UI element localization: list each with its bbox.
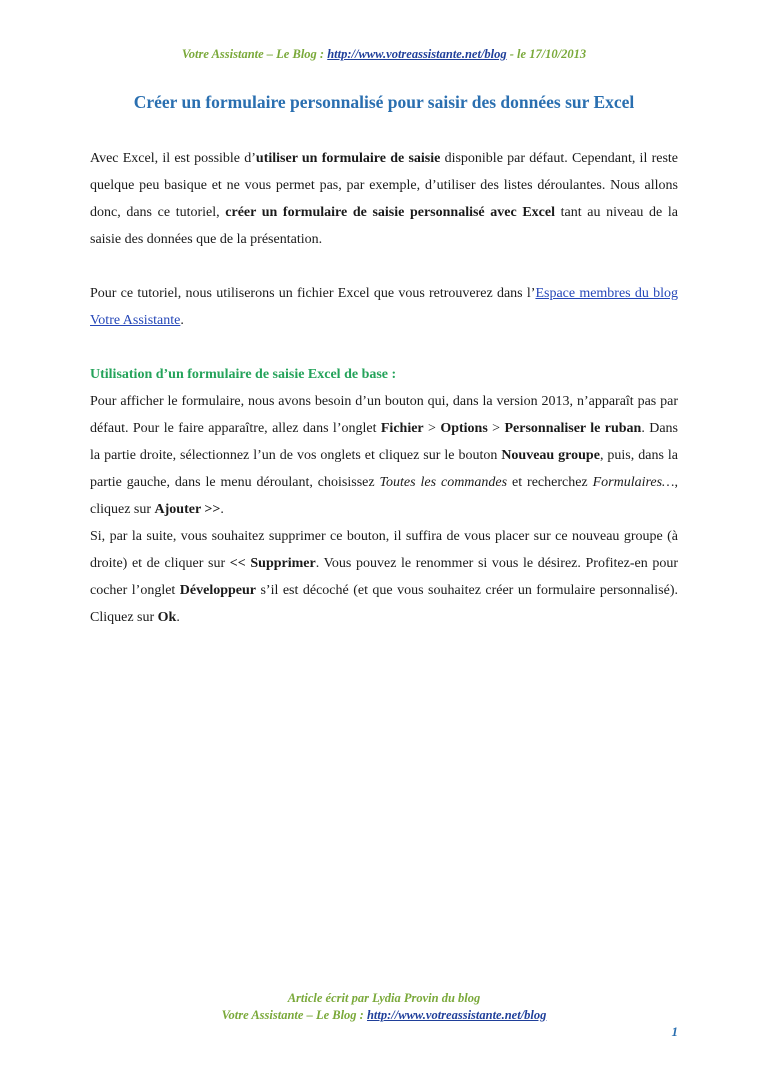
italic-run: Formulaires… (592, 475, 675, 490)
paragraph-spacer (90, 253, 678, 280)
members-area-link[interactable]: Espace membres du blog Votre Assistante (90, 286, 678, 328)
bold-run: Personnaliser le ruban (504, 421, 642, 436)
bold-run: Ok (157, 610, 177, 625)
text-run: Pour ce tutoriel, nous utiliserons un fichier Excel que vous retrouverez dans l’ (90, 286, 536, 301)
text-run: , cliquez sur (90, 475, 679, 517)
article-body (90, 145, 678, 631)
text-run: disponible par défaut. Cependant, il reste quelque peu basique et ne vous permet pas, par exemple, d’utiliser des listes déroulantes. Nous allons donc, dans ce tutoriel, (90, 151, 679, 220)
text-run: . (180, 313, 184, 328)
text-run: . (176, 610, 180, 625)
bold-run: Développeur (179, 583, 257, 598)
footer-blog-line (0, 1007, 768, 1024)
text-run: tant au niveau de la saisie des données que de la présentation. (90, 205, 678, 247)
page-title: Créer un formulaire personnalisé pour saisir des données sur Excel (133, 92, 635, 112)
page-footer (0, 990, 768, 1024)
tutorial-file-paragraph (90, 280, 678, 334)
header-prefix: Votre Assistante – Le Blog : (181, 47, 328, 61)
section-paragraph-2 (90, 523, 678, 631)
text-run: > (423, 421, 441, 436)
section-heading: Utilisation d’un formulaire de saisie Excel de base : (90, 367, 397, 382)
text-run: Avec Excel, il est possible d’ (90, 151, 256, 166)
footer-author-line: Article écrit par Lydia Provin du blog (287, 991, 481, 1005)
text-run: et recherchez (507, 475, 593, 490)
bold-run: utiliser un formulaire de saisie (255, 151, 441, 166)
text-run: > (487, 421, 505, 436)
paragraph-spacer (90, 334, 678, 361)
footer-prefix: Votre Assistante – Le Blog : (221, 1008, 367, 1022)
text-run: s’il est décoché (et que vous souhaitez créer un formulaire personnalisé). Cliquez sur (90, 583, 678, 625)
text-run: . Vous pouvez le renommer si vous le désirez. Profitez-en pour cocher l’onglet (90, 556, 678, 598)
text-run: . (220, 502, 224, 517)
bold-run: Fichier (380, 421, 424, 436)
bold-run: Nouveau groupe (501, 448, 600, 463)
bold-run: << Supprimer (229, 556, 316, 571)
header-date: - le 17/10/2013 (506, 47, 587, 61)
header-blog-link[interactable]: http://www.votreassistante.net/blog (327, 47, 507, 61)
intro-paragraph (90, 145, 678, 253)
text-run: . Dans la partie droite, sélectionnez l’un de vos onglets et cliquez sur le bouton (90, 421, 679, 463)
page-header (0, 47, 768, 62)
page-number: 1 (671, 1024, 678, 1039)
bold-run: créer un formulaire de saisie personnalisé avec Excel (225, 205, 555, 220)
bold-run: Ajouter >> (154, 502, 221, 517)
text-run: Si, par la suite, vous souhaitez supprimer ce bouton, il suffira de vous placer sur ce nouveau groupe (à droite) et de cliquer sur (90, 529, 678, 571)
text-run: , puis, dans la partie gauche, dans le menu déroulant, choisissez (90, 448, 678, 490)
section-paragraph-1 (90, 388, 678, 523)
text-run: Pour afficher le formulaire, nous avons besoin d’un bouton qui, dans la version 2013, n’apparaît pas par défaut. Pour le faire apparaître, allez dans l’onglet (90, 394, 678, 436)
footer-blog-link[interactable]: http://www.votreassistante.net/blog (366, 1008, 547, 1022)
italic-run: Toutes les commandes (379, 475, 508, 490)
bold-run: Options (440, 421, 488, 436)
